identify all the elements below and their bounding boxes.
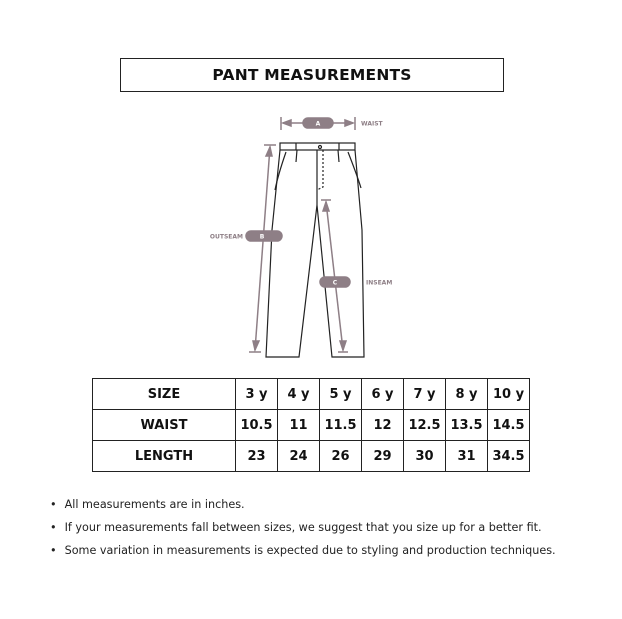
size-cell: 10 y <box>488 379 530 410</box>
table-cell: 10.5 <box>236 410 278 441</box>
note-item: • All measurements are in inches. <box>50 498 556 511</box>
table-row <box>93 441 530 472</box>
table-cell: 12 <box>362 410 404 441</box>
table-cell: 30 <box>404 441 446 472</box>
marker-b: B <box>259 233 265 241</box>
waist-label: WAIST <box>361 120 383 128</box>
size-cell: 3 y <box>236 379 278 410</box>
table-cell: 11.5 <box>320 410 362 441</box>
table-cell: 31 <box>446 441 488 472</box>
size-table <box>92 378 530 472</box>
size-cell: 6 y <box>362 379 404 410</box>
table-cell: 13.5 <box>446 410 488 441</box>
table-row <box>93 410 530 441</box>
size-header: SIZE <box>93 379 236 410</box>
note-item: • If your measurements fall between sizes, we suggest that you size up for a better fit. <box>50 521 556 534</box>
inseam-label: INSEAM <box>366 279 393 287</box>
note-item: • Some variation in measurements is expected due to styling and production techniques. <box>50 544 556 557</box>
table-cell: 23 <box>236 441 278 472</box>
table-cell: 29 <box>362 441 404 472</box>
notes-list <box>50 498 556 567</box>
pants-outline-icon <box>266 143 364 357</box>
row-label: LENGTH <box>93 441 236 472</box>
marker-c: C <box>332 279 338 287</box>
size-cell: 4 y <box>278 379 320 410</box>
table-cell: 26 <box>320 441 362 472</box>
outseam-label: OUTSEAM <box>209 233 243 241</box>
size-cell: 7 y <box>404 379 446 410</box>
row-label: WAIST <box>93 410 236 441</box>
table-cell: 11 <box>278 410 320 441</box>
size-cell: 5 y <box>320 379 362 410</box>
marker-a: A <box>315 120 321 128</box>
table-cell: 34.5 <box>488 441 530 472</box>
table-cell: 24 <box>278 441 320 472</box>
size-cell: 8 y <box>446 379 488 410</box>
outseam-arrow <box>246 145 282 352</box>
table-cell: 14.5 <box>488 410 530 441</box>
table-cell: 12.5 <box>404 410 446 441</box>
page-title: PANT MEASUREMENTS <box>120 58 504 92</box>
table-header-row <box>93 379 530 410</box>
